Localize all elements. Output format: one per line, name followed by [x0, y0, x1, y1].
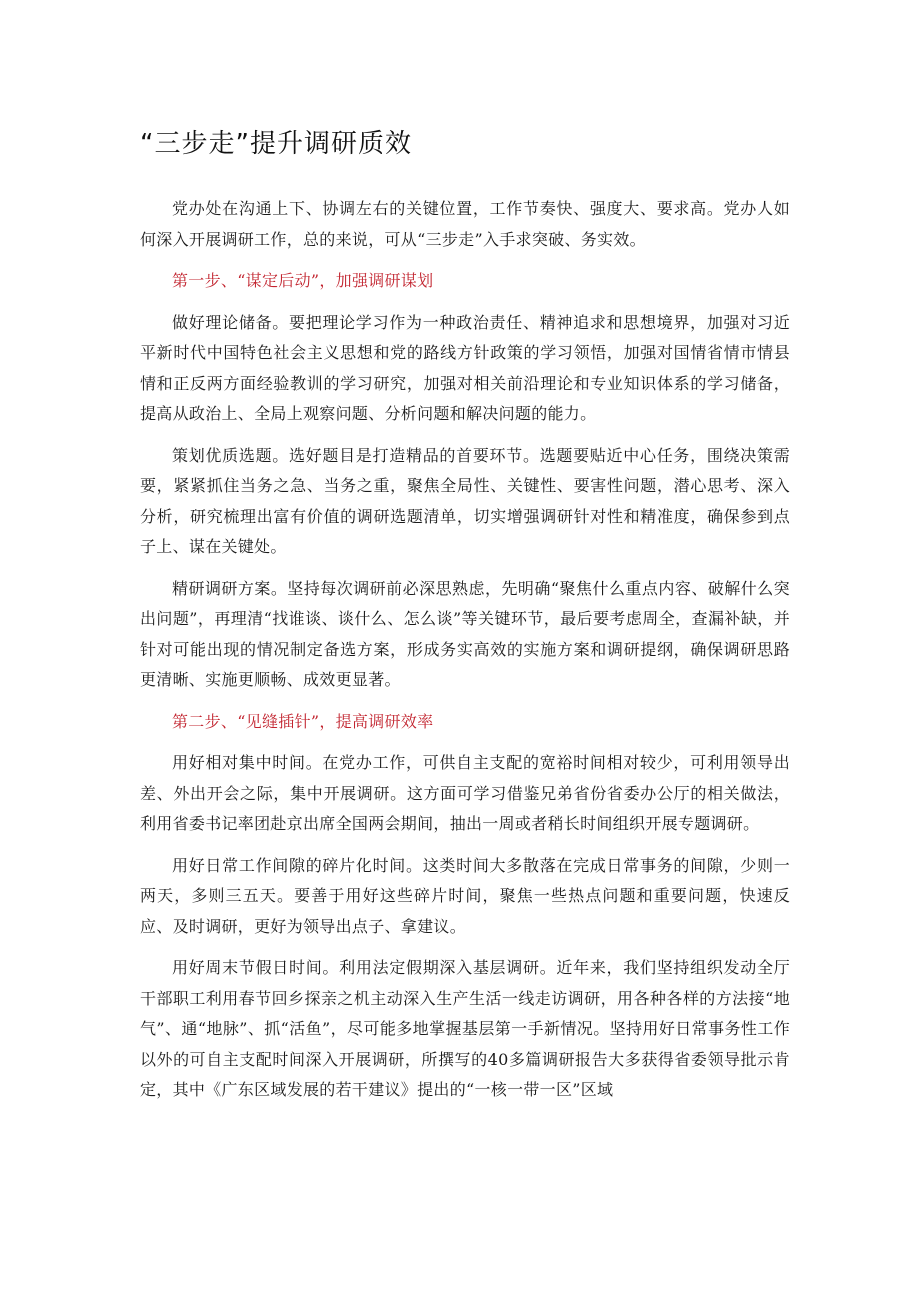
- step2-heading: 第二步、“见缝插针”，提高调研效率: [172, 711, 434, 731]
- step2-paragraph-holiday-time: 用好周末节假日时间。利用法定假期深入基层调研。近年来，我们坚持组织发动全厅干部职工利用春节回乡探亲之机主动深入生产生活一线走访调研，用各种各样的方法接“地气”、通“地脉”、抓“活鱼”，尽可能多地掌握基层第一手新情况。坚持用好日常事务性工作以外的可自主支配时间深入开展调研，所撰写的40多篇调研报告大多获得省委领导批示肯定，其中《广东区域发展的若干建议》提出的“一核一带一区”区域: [140, 958, 790, 1099]
- step1-heading: 第一步、“谋定后动”，加强调研谋划: [172, 271, 434, 290]
- step1-paragraph-plan: 精研调研方案。坚持每次调研前必深思熟虑，先明确“聚焦什么重点内容、破解什么突出问题”，再理清“找谁谈、谈什么、怎么谈”等关键环节，最后要考虑周全，查漏补缺，并针对可能出现的情况制定备选方案，形成务实高效的实施方案和调研提纲，确保调研思路更清晰、实施更顺畅、成效更显著。: [140, 578, 790, 689]
- step2-paragraph-focused-time: 用好相对集中时间。在党办工作，可供自主支配的宽裕时间相对较少，可利用领导出差、外出开会之际，集中开展调研。这方面可学习借鉴兄弟省份省委办公厅的相关做法，利用省委书记率团赴京出席全国两会期间，抽出一周或者稍长时间组织开展专题调研。: [140, 753, 790, 833]
- step1-paragraph-topic: 策划优质选题。选好题目是打造精品的首要环节。选题要贴近中心任务，围绕决策需要，紧紧抓住当务之急、当务之重，聚焦全局性、关键性、要害性问题，潜心思考、深入分析，研究梳理出富有价值的调研选题清单，切实增强调研针对性和精准度，确保参到点子上、谋在关键处。: [140, 445, 790, 556]
- step1-paragraph-theory: 做好理论储备。要把理论学习作为一种政治责任、精神追求和思想境界，加强对习近平新时代中国特色社会主义思想和党的路线方针政策的学习领悟，加强对国情省情市情县情和正反两方面经验教训的学习研究，加强对相关前沿理论和专业知识体系的学习储备，提高从政治上、全局上观察问题、分析问题和解决问题的能力。: [140, 312, 790, 423]
- document-title: “三步走”提升调研质效: [140, 129, 412, 159]
- intro-paragraph: 党办处在沟通上下、协调左右的关键位置，工作节奏快、强度大、要求高。党办人如何深入开展调研工作，总的来说，可从“三步走”入手求突破、务实效。: [140, 199, 790, 249]
- step2-paragraph-fragment-time: 用好日常工作间隙的碎片化时间。这类时间大多散落在完成日常事务的间隙，少则一两天，多则三五天。要善于用好这些碎片时间，聚焦一些热点问题和重要问题，快速反应、及时调研，更好为领导出点子、拿建议。: [140, 855, 790, 936]
- document-page: [140, 124, 790, 1117]
